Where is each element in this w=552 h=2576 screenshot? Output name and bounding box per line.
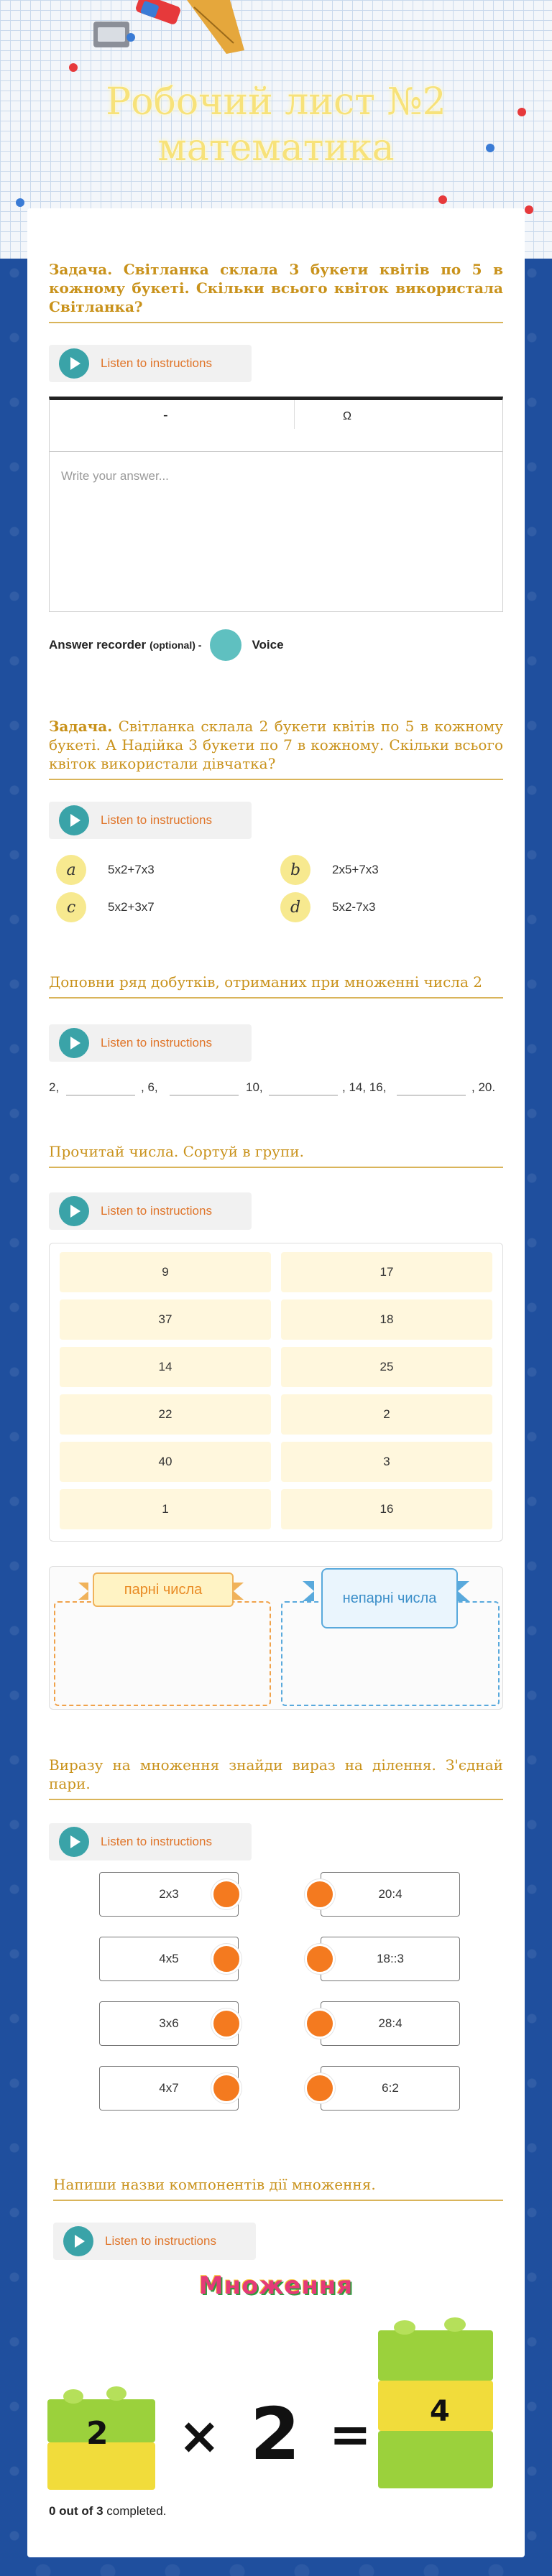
product-number: 4: [430, 2395, 450, 2428]
sort-groups: [49, 1566, 503, 1710]
option-a[interactable]: a 5х2+7х3: [56, 855, 155, 885]
decor-dot: [438, 195, 447, 204]
record-voice-button[interactable]: [210, 629, 242, 661]
sort-item[interactable]: 40: [60, 1442, 271, 1482]
sort-item[interactable]: 2: [281, 1394, 492, 1435]
toolbar-divider: [294, 400, 295, 429]
option-letter: b: [280, 855, 310, 885]
listen-button[interactable]: Listen to instructions: [49, 345, 252, 382]
play-icon: [59, 1827, 89, 1857]
lego-stud: [63, 2389, 83, 2404]
sort-item[interactable]: 3: [281, 1442, 492, 1482]
sort-item[interactable]: 37: [60, 1299, 271, 1340]
connector-dot[interactable]: [211, 1944, 242, 1974]
question-1-text: Задача. Світланка склала 3 букети квітів по 5 в кожному букеті. Скільки всього квіток використала Світланка?: [49, 260, 503, 323]
odd-group-label: непарні числа: [321, 1568, 458, 1628]
option-letter: d: [280, 892, 310, 922]
multiply-sign: ×: [178, 2406, 221, 2465]
connector-dot[interactable]: [211, 2009, 242, 2039]
play-icon: [59, 1028, 89, 1058]
option-d[interactable]: d 5х2-7х3: [280, 892, 375, 922]
even-drop-zone[interactable]: [54, 1601, 271, 1706]
match-right-item[interactable]: 18::3: [321, 1937, 460, 1981]
question-4-text: Прочитай числа. Сортуй в групи.: [49, 1142, 503, 1168]
sort-item[interactable]: 22: [60, 1394, 271, 1435]
fill-in-row: 2, , 6, 10, , 14, 16, , 20.: [49, 1080, 496, 1094]
decor-dot: [126, 33, 135, 42]
ribbon-tail: [458, 1581, 469, 1601]
lego-brick-green: [378, 2431, 493, 2488]
lego-stud: [106, 2386, 126, 2401]
play-icon: [59, 805, 89, 835]
dash-tool-button[interactable]: -: [163, 407, 168, 423]
sortable-numbers: [49, 1243, 503, 1542]
connector-dot[interactable]: [211, 2073, 242, 2103]
sort-item[interactable]: 16: [281, 1489, 492, 1529]
equals-sign: =: [329, 2405, 372, 2464]
match-left-item[interactable]: 2х3: [99, 1872, 239, 1917]
option-letter: a: [56, 855, 86, 885]
connector-dot[interactable]: [211, 1879, 242, 1909]
multiplier-number: 2: [250, 2392, 300, 2476]
ribbon-tail: [234, 1583, 244, 1600]
even-group-label: парні числа: [93, 1572, 234, 1607]
play-icon: [59, 1196, 89, 1226]
multiplication-word-art: Множення: [198, 2271, 354, 2300]
ribbon-tail: [303, 1581, 314, 1601]
connector-dot[interactable]: [305, 1944, 335, 1974]
match-left-item[interactable]: 4х7: [99, 2066, 239, 2111]
sort-item[interactable]: 9: [60, 1252, 271, 1292]
play-icon: [59, 348, 89, 379]
option-b[interactable]: b 2х5+7х3: [280, 855, 379, 885]
connector-dot[interactable]: [305, 2073, 335, 2103]
connector-dot[interactable]: [305, 1879, 335, 1909]
sort-item[interactable]: 17: [281, 1252, 492, 1292]
question-6-text: Напиши назви компонентів дії множення.: [53, 2175, 503, 2201]
decor-dot: [16, 198, 24, 207]
question-2-text: Задача. Світланка склала 2 букети квітів по 5 в кожному букеті. А Надійка 3 букети по 7 в кожному. Скільки всього квіток використали дівчатка?: [49, 717, 503, 780]
multiplicand-number: 2: [86, 2415, 109, 2452]
match-right-item[interactable]: 20:4: [321, 1872, 460, 1917]
editor-toolbar: [50, 400, 502, 452]
match-right-item[interactable]: 6:2: [321, 2066, 460, 2111]
sort-item[interactable]: 14: [60, 1347, 271, 1387]
option-c[interactable]: c 5х2+3х7: [56, 892, 155, 922]
listen-button[interactable]: Listen to instructions: [49, 1823, 252, 1861]
option-letter: c: [56, 892, 86, 922]
omega-symbol-button[interactable]: Ω: [343, 410, 351, 422]
answer-placeholder: Write your answer...: [61, 469, 169, 483]
sort-item[interactable]: 18: [281, 1299, 492, 1340]
listen-button[interactable]: Listen to instructions: [53, 2223, 256, 2260]
decor-dot: [69, 63, 78, 72]
match-left-item[interactable]: 3х6: [99, 2001, 239, 2046]
lego-stud: [444, 2317, 466, 2332]
school-supplies-decoration: [79, 0, 244, 65]
page-title: Робочий лист №2 математика: [106, 80, 446, 170]
sort-item[interactable]: 1: [60, 1489, 271, 1529]
answer-editor[interactable]: [49, 397, 503, 612]
match-right-item[interactable]: 28:4: [321, 2001, 460, 2046]
question-5-text: Виразу на множення знайди вираз на ділення. З'єднай пари.: [49, 1756, 503, 1800]
match-left-item[interactable]: 4х5: [99, 1937, 239, 1981]
answer-recorder: Answer recorder (optional) - Voice: [49, 629, 284, 661]
connector-dot[interactable]: [305, 2009, 335, 2039]
worksheet-card: [27, 208, 525, 2557]
sort-item[interactable]: 25: [281, 1347, 492, 1387]
listen-button[interactable]: Listen to instructions: [49, 1192, 252, 1230]
progress-status: 0 out of 3 completed.: [49, 2504, 167, 2518]
decor-dot: [525, 205, 533, 214]
play-icon: [63, 2226, 93, 2256]
listen-button[interactable]: Listen to instructions: [49, 802, 252, 839]
question-3-text: Доповни ряд добутків, отриманих при множенні числа 2: [49, 973, 503, 999]
lego-brick-green: [378, 2330, 493, 2381]
lego-stud: [394, 2320, 415, 2335]
ribbon-tail: [78, 1583, 88, 1600]
listen-button[interactable]: Listen to instructions: [49, 1024, 252, 1062]
